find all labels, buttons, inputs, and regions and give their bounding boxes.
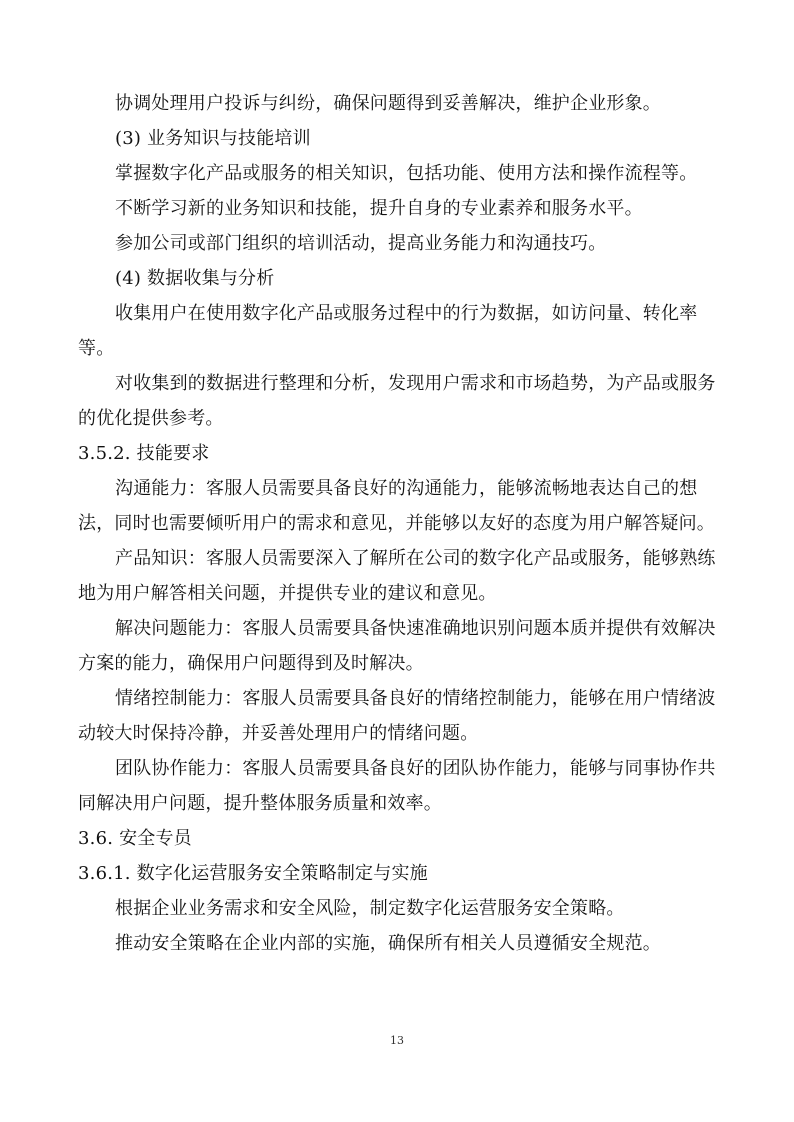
paragraph: 根据企业业务需求和安全风险，制定数字化运营服务安全策略。 [115,898,625,919]
paragraph: 对收集到的数据进行整理和分析，发现用户需求和市场趋势，为产品或服务的优化提供参考。 [78,373,716,429]
section-heading: 3.6. 安全专员 [78,828,192,849]
paragraph: 不断学习新的业务知识和技能，提升自身的专业素养和服务水平。 [115,198,643,219]
paragraph: 掌握数字化产品或服务的相关知识，包括功能、使用方法和操作流程等。 [115,163,698,184]
section-heading: 3.6.1. 数字化运营服务安全策略制定与实施 [78,863,428,884]
paragraph: 团队协作能力：客服人员需要具备良好的团队协作能力，能够与同事协作共同解决用户问题，提升整体服务质量和效率。 [78,758,716,814]
paragraph: 解决问题能力：客服人员需要具备快速准确地识别问题本质并提供有效解决方案的能力，确保用户问题得到及时解决。 [78,618,716,674]
paragraph: 协调处理用户投诉与纠纷，确保问题得到妥善解决，维护企业形象。 [115,93,661,114]
section-heading: 3.5.2. 技能要求 [78,443,210,464]
page-number: 13 [390,1034,404,1047]
subsection-item: (3) 业务知识与技能培训 [115,128,311,149]
paragraph: 推动安全策略在企业内部的实施，确保所有相关人员遵循安全规范。 [115,933,661,954]
paragraph: 沟通能力：客服人员需要具备良好的沟通能力，能够流畅地表达自己的想法，同时也需要倾听用户的需求和意见，并能够以友好的态度为用户解答疑问。 [78,478,715,534]
paragraph: 产品知识：客服人员需要深入了解所在公司的数字化产品或服务，能够熟练地为用户解答相关问题，并提供专业的建议和意见。 [78,548,716,604]
paragraph: 情绪控制能力：客服人员需要具备良好的情绪控制能力，能够在用户情绪波动较大时保持冷静，并妥善处理用户的情绪问题。 [78,688,716,744]
subsection-item: (4) 数据收集与分析 [115,268,275,289]
page-body [78,86,718,961]
paragraph: 收集用户在使用数字化产品或服务过程中的行为数据，如访问量、转化率等。 [78,303,698,359]
paragraph: 参加公司或部门组织的培训活动，提高业务能力和沟通技巧。 [115,233,607,254]
